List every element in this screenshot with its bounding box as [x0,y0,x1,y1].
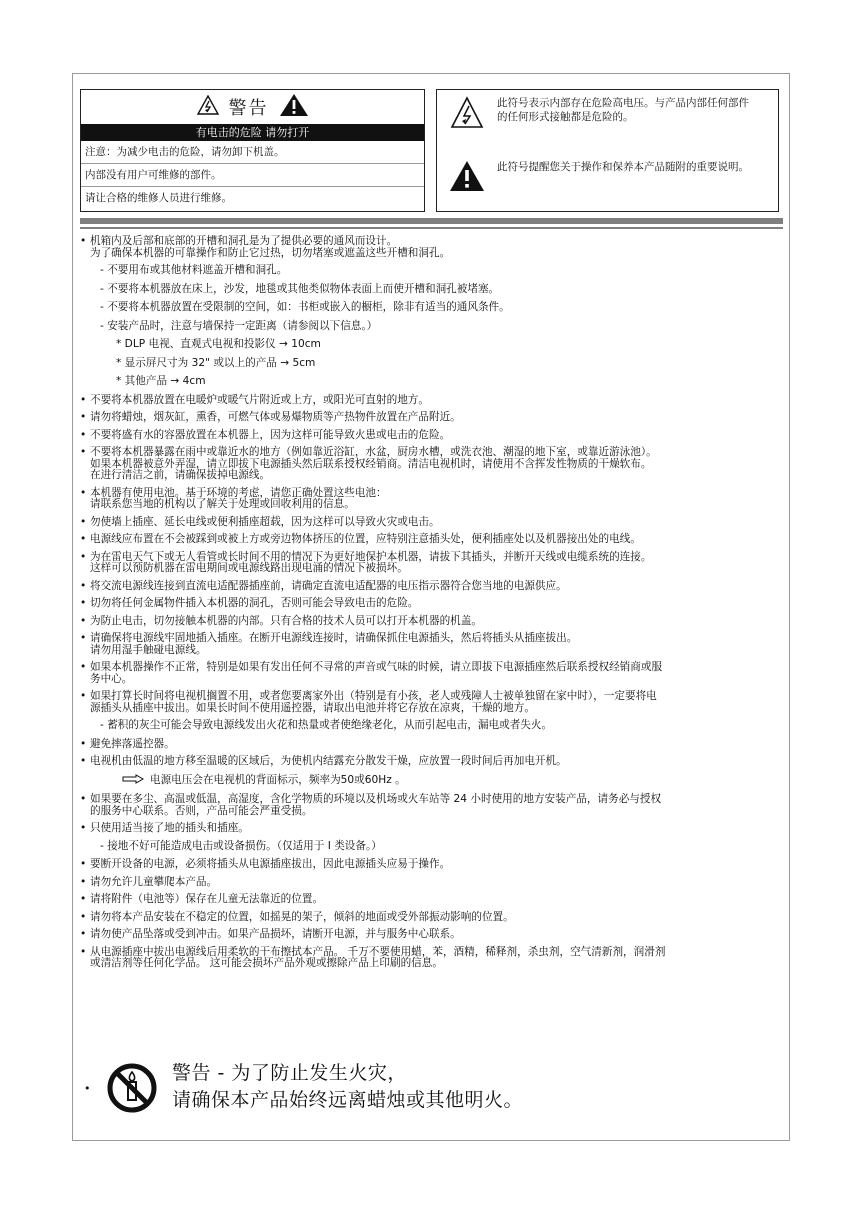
sub-item: - 蓄积的灰尘可能会导致电源线发出火花和热量或者使绝缘老化，从而引起电击，漏电或者失火。 [100,719,553,731]
bullet-item [80,430,785,442]
sub-item: - 不要将本机器放置在受限制的空间，如：书柜或嵌入的橱柜，除非有适当的通风条件。 [100,301,510,313]
bullet-item [80,236,785,259]
bullet-item [80,823,785,835]
bullet-line: 源插头从插座中拔出。如果长时间不使用遥控器，请取出电池并将它存放在凉爽，干燥的地方。 [90,701,535,714]
bullet-line: • 如果要在多尘、高温或低温，高湿度，含化学物质的环境以及机场或火车站等 24 小时使用的地方安装产品，请务必与授权 [90,793,662,805]
warning-header [81,90,424,124]
bullet-item [80,912,785,924]
bullet-item [80,616,785,628]
bullet-item [80,756,785,768]
fire-warning-line: 警告 - 为了防止发生火灾， [172,1062,407,1084]
bullet-item [80,947,785,970]
symbol-text: 此符号提醒您关于操作和保养本产品随附的重要说明。 [497,161,749,173]
bullet-line: 如果本机器被意外弄湿，请立即拔下电源插头然后联系授权经销商。清洁电视机时，请使用不含挥发性物质的干燥软布。 [90,457,652,470]
bullet-line: • 请将附件（电池等）保存在儿童无法靠近的位置。 [90,893,324,905]
symbol-text: 此符号表示内部存在危险高电压。与产品内部任何部件的任何形式接触都是危险的。 [497,97,749,123]
fire-warning-text [172,1060,523,1114]
note-item [80,774,785,788]
bullet-line: • 请勿允许儿童攀爬本产品。 [90,875,218,888]
bullet-line: • 要断开设备的电源，必须将插头从电源插座拔出，因此电源插头应易于操作。 [90,858,451,870]
bullet-line: 这样可以预防机器在雷电期间或电源线路出现电涌的情况下被损坏。 [90,562,408,574]
warning-line: 注意：为减少电击的危险，请勿卸下机盖。 [85,146,285,158]
bullet-line: • 切勿将任何金属物件插入本机器的洞孔，否则可能会导致电击的危险。 [90,597,419,609]
bullet-line: • 将交流电源线连接到直流电适配器插座前，请确定直流电适配器的电压指示器符合您当地的电源供应。 [90,579,567,592]
bullet-item [80,488,785,511]
bullet-item [80,633,785,656]
bullet-line: 请联系您当地的机构以了解关于处理或回收利用的信息。 [90,498,355,510]
bullet-item [80,395,785,407]
bullet-line: • 只使用适当接了地的插头和插座。 [90,822,249,834]
symbol-row [437,96,759,130]
bullet-line: • 机箱内及后部和底部的开槽和洞孔是为了提供必要的通风而设计。 [90,235,398,247]
bullet-line: • 请勿将本产品安装在不稳定的位置，如摇晃的架子，倾斜的地面或受外部振动影响的位置。 [90,910,514,923]
bullet-item [80,598,785,610]
bullet-line: • 从电源插座中拔出电源线后用柔软的干布擦拭本产品。 千万不要使用蜡，苯，酒精，稀释剂，杀虫剂，空气清新剂，润滑剂 [90,945,666,958]
detail-item: * DLP 电视、直观式电视和投影仪 → 10cm [116,338,321,350]
bullet-line: • 请勿使产品坠落或受到冲击。如果产品损坏，请断开电源，并与服务中心联系。 [90,928,461,940]
warning-line: 请让合格的维修人员进行维修。 [81,186,424,209]
bullet-line: • 不要将本机器放置在电暖炉或暖气片附近或上方，或阳光可直射的地方。 [90,393,429,406]
bullet-line: • 如果打算长时间将电视机搁置不用，或者您要离家外出（特别是有小孩，老人或残障人士被单独留在家中时），一定要将电 [90,690,657,702]
bullet-line: • 请确保将电源线牢固地插入插座。在断开电源线连接时，请确保抓住电源插头，然后将插头从插座拔出。 [90,632,578,644]
exclamation-triangle-icon [437,160,497,192]
detail-item: * 显示屏尺寸为 32" 或以上的产品 → 5cm [116,356,316,369]
bullet-line: 或清洁剂等任何化学品。 这可能会损坏产品外观或擦除产品上印刷的信息。 [90,957,443,969]
bullet-item [80,739,785,751]
bullet-line: • 为防止电击，切勿接触本机器的内部。只有合格的技术人员可以打开本机器的机盖。 [90,614,482,627]
warning-bar: 有电击的危险 请勿打开 [81,124,424,141]
sub-item: - 安装产品时，注意与墙保持一定距离（请参阅以下信息。） [100,319,378,332]
bullet-item [80,517,785,529]
bullet-item [80,859,785,871]
bullet-line: 在进行清洁之前，请确保拔掉电源线。 [90,469,271,481]
bullet-item [80,794,785,817]
bullet: • [84,1082,91,1095]
warning-line: 内部没有用户可维修的部件。 [81,163,424,186]
detail-item: * 其他产品 → 4cm [116,375,206,387]
lightning-triangle-icon [437,96,497,130]
bullet-line: 务中心。 [90,672,133,685]
warning-title: 警告 [228,98,269,119]
fire-warning-line: 请确保本产品始终远离蜡烛或其他明火。 [172,1089,524,1111]
bullet-item [80,552,785,575]
bullet-item [80,534,785,546]
bullet-line: • 请勿将蜡烛，烟灰缸，熏香，可燃气体或易爆物质等产热物件放置在产品附近。 [90,411,461,423]
safety-instructions [80,236,785,976]
bullet-line: • 避免摔落遥控器。 [90,737,175,750]
bullet-item [80,412,785,424]
exclamation-triangle-icon [279,93,309,121]
bullet-line: 为了确保本机器的可靠操作和防止它过热，切勿堵塞或遮盖这些开槽和洞孔。 [90,246,451,259]
bullet-line: 请勿用湿手触碰电源线。 [90,643,207,656]
symbol-legend [436,89,779,212]
bullet-item [80,929,785,941]
bullet-item [80,691,785,714]
bullet-line: • 不要将盛有水的容器放置在本机器上，因为这样可能导致火患或电击的危险。 [90,428,451,441]
sub-item: - 接地不好可能造成电击或设备损伤。（仅适用于 Ⅰ 类设备。） [100,839,382,852]
bullet-item [80,877,785,889]
bullet-line: • 勿使墙上插座、延长电线或便利插座超载，因为这样可以导致火灾或电击。 [90,515,440,528]
bullet-item [80,662,785,685]
no-candle-icon [106,1062,158,1118]
bullet-item [80,894,785,906]
pointing-hand-icon [122,774,144,788]
bullet-line: • 电视机由低温的地方移至温暖的区域后，为使机内结露充分散发干燥，应放置一段时间后再加电开机。 [90,755,567,767]
symbol-row [437,160,759,192]
divider [80,227,783,229]
fire-warning [80,1060,780,1120]
bullet-line: • 如果本机器操作不正常，特别是如果有发出任何不寻常的声音或气味的时候，请立即拔下电源插座然后联系授权经销商或服 [90,661,663,673]
lightning-triangle-icon [197,95,219,119]
divider [80,218,783,224]
bullet-line: • 电源线应布置在不会被踩到或被上方或旁边物体挤压的位置，应特别注意插头处，便利插座处以及机器接出处的电线。 [90,533,641,545]
bullet-line: 的服务中心联系。否则，产品可能会严重受损。 [90,804,313,817]
warning-box [80,89,425,212]
note-text: 电源电压会在电视机的背面标示，频率为50或60Hz 。 [150,773,406,786]
sub-item: - 不要将本机器放在床上，沙发，地毯或其他类似物体表面上而使开槽和洞孔被堵塞。 [100,282,500,295]
bullet-item [80,447,785,482]
bullet-line: • 不要将本机器暴露在雨中或靠近水的地方（例如靠近浴缸，水盆，厨房水槽，或洗衣池、潮湿的地下室，或靠近游泳池）。 [90,446,657,458]
bullet-line: • 本机器有使用电池。基于环境的考虑，请您正确处置这些电池： [90,486,387,499]
bullet-item [80,581,785,593]
bullet-line: • 为在雷电天气下或无人看管或长时间不用的情况下为更好地保护本机器，请拔下其插头，并断开天线或电缆系统的连接。 [90,550,652,563]
sub-item: - 不要用布或其他材料遮盖开槽和洞孔。 [100,264,288,276]
